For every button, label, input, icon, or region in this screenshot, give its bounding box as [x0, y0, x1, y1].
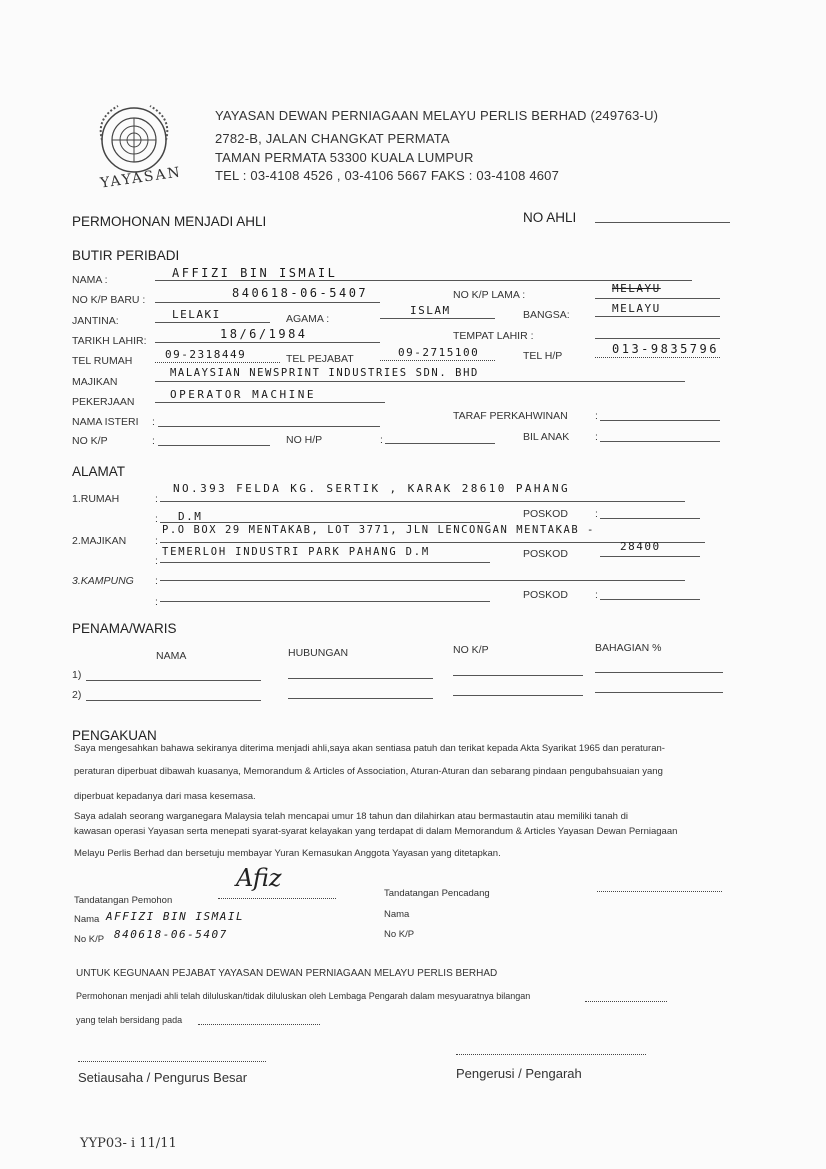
address-heading: ALAMAT [72, 464, 126, 479]
applicant-ic-value[interactable]: 840618-06-5407 [114, 928, 228, 941]
tel-office-line [380, 360, 495, 361]
office-line-2: yang telah bersidang pada [76, 1015, 183, 1025]
chairman-sign-line[interactable] [456, 1054, 646, 1055]
ic-new-line [155, 302, 380, 303]
employer-address-line-2[interactable]: TEMERLOH INDUSTRI PARK PAHANG D.M [162, 546, 431, 558]
wife-hp-label: NO H/P [286, 434, 323, 446]
gender-value[interactable]: LELAKI [172, 308, 221, 321]
employer-line [155, 381, 685, 382]
declaration-line-2: peraturan diperbuat dibawah kuasanya, Memorandum & Articles of Association, Aturan-Aturan dan sebarang pindaan pengubahsuaian yang [74, 766, 663, 777]
wife-hp-colon: : [380, 434, 383, 446]
home-line-2[interactable]: D.M [178, 510, 203, 523]
proposer-sign-label: Tandatangan Pencadang [384, 888, 490, 899]
wife-ic-line[interactable] [158, 445, 270, 446]
proposer-sign-line[interactable] [597, 891, 722, 892]
children-label: BIL ANAK [523, 431, 570, 443]
job-value[interactable]: OPERATOR MACHINE [170, 388, 316, 401]
wife-ic-colon: : [152, 435, 155, 447]
form-code: YYP03- i 11/11 [80, 1136, 177, 1151]
office-heading: UNTUK KEGUNAAN PEJABAT YAYASAN DEWAN PERNIAGAAN MELAYU PERLIS BERHAD [76, 968, 498, 979]
org-name: YAYASAN DEWAN PERNIAGAAN MELAYU PERLIS BERHAD (249763-U) [215, 108, 659, 123]
heirs-col-relation: HUBUNGAN [288, 647, 349, 659]
employer-address-colon-2: : [155, 555, 158, 567]
office-line-1: Permohonan menjadi ahli telah diluluskan/tidak diluluskan oleh Lembaga Pengarah dalam mesyuaratnya bilangan [76, 991, 531, 1001]
pob-line[interactable] [595, 338, 720, 339]
employer-address-label: 2.MAJIKAN [72, 535, 127, 547]
heir-1-share[interactable] [595, 672, 723, 673]
race-line [595, 316, 720, 317]
religion-line [380, 318, 495, 319]
kampung-colon-2: : [155, 596, 158, 608]
declaration-line-4: Saya adalah seorang warganegara Malaysia telah mencapai umur 18 tahun dan dilahirkan atau bermastautin atau memiliki tanah di [74, 811, 628, 822]
home-postcode-label: POSKOD [523, 508, 568, 520]
kampung-label: 3.KAMPUNG [72, 575, 134, 587]
wife-line[interactable] [158, 426, 380, 427]
home-line-2-rule [160, 522, 490, 523]
marital-label: TARAF PERKAHWINAN [453, 410, 568, 422]
dob-label: TARIKH LAHIR: [72, 335, 147, 347]
kampung-line-1[interactable] [160, 580, 685, 581]
job-line [155, 402, 385, 403]
heir-1-ic[interactable] [453, 675, 583, 676]
home-colon: : [155, 493, 158, 505]
dob-line [155, 342, 380, 343]
ic-old-value[interactable]: MELAYU [612, 282, 661, 295]
children-line[interactable] [600, 441, 720, 442]
heir-row-1-num: 1) [72, 669, 82, 681]
race-label: BANGSA: [523, 309, 570, 321]
heir-2-ic[interactable] [453, 695, 583, 696]
ic-new-value[interactable]: 840618-06-5407 [232, 286, 369, 300]
home-line-1[interactable]: NO.393 FELDA KG. SERTIK , KARAK 28610 PAHANG [173, 482, 570, 495]
religion-label: AGAMA : [286, 313, 330, 325]
declaration-line-5: kawasan operasi Yayasan serta menepati syarat-syarat kelayakan yang terdapat di dalam Memorandum & Articles Yayasan Dewan Perniagaan [74, 826, 678, 837]
member-no-label: NO AHLI [523, 210, 577, 225]
meeting-date-field[interactable] [198, 1024, 320, 1025]
heirs-heading: PENAMA/WARIS [72, 621, 177, 636]
tel-home-line [155, 362, 280, 363]
pob-label: TEMPAT LAHIR : [453, 330, 534, 342]
employer-address-rule-2 [160, 562, 490, 563]
gender-label: JANTINA: [72, 315, 119, 327]
heir-2-name[interactable] [86, 700, 261, 701]
applicant-name-value[interactable]: AFFIZI BIN ISMAIL [106, 910, 245, 923]
heir-2-share[interactable] [595, 692, 723, 693]
employer-postcode-label: POSKOD [523, 548, 568, 560]
applicant-sign-line [218, 898, 336, 899]
wife-label: NAMA ISTERI [72, 416, 139, 428]
home-postcode-colon: : [595, 508, 598, 520]
employer-label: MAJIKAN [72, 376, 118, 388]
tel-office-value[interactable]: 09-2715100 [398, 346, 480, 359]
children-colon: : [595, 431, 598, 443]
tel-home-label: TEL RUMAH [72, 355, 133, 367]
home-postcode-line[interactable] [600, 518, 700, 519]
employer-value[interactable]: MALAYSIAN NEWSPRINT INDUSTRIES SDN. BHD [170, 367, 479, 379]
tel-office-label: TEL PEJABAT [286, 353, 354, 365]
proposer-ic-label: No K/P [384, 929, 415, 940]
secretary-label: Setiausaha / Pengurus Besar [78, 1070, 248, 1085]
tel-hp-label: TEL H/P [523, 350, 563, 362]
tel-hp-line [595, 357, 720, 358]
wife-colon: : [152, 416, 155, 428]
heirs-col-share: BAHAGIAN % [595, 642, 662, 654]
personal-heading: BUTIR PERIBADI [72, 248, 180, 263]
ic-new-label: NO K/P BARU : [72, 294, 146, 306]
home-line-1-rule [160, 501, 685, 502]
religion-value[interactable]: ISLAM [410, 304, 451, 317]
name-line [155, 280, 692, 281]
heir-1-name[interactable] [86, 680, 261, 681]
employer-address-line-1[interactable]: P.O BOX 29 MENTAKAB, LOT 3771, JLN LENCONGAN MENTAKAB - [162, 524, 595, 536]
name-value[interactable]: AFFIZI BIN ISMAIL [172, 266, 338, 280]
heir-2-relation[interactable] [288, 698, 433, 699]
heirs-col-ic: NO K/P [453, 644, 489, 656]
kampung-postcode-label: POSKOD [523, 589, 568, 601]
employer-postcode-line [600, 556, 700, 557]
wife-hp-line[interactable] [385, 443, 495, 444]
applicant-ic-label: No K/P [74, 934, 105, 945]
kampung-postcode-colon: : [595, 589, 598, 601]
member-no-field[interactable] [595, 222, 730, 223]
kampung-colon: : [155, 575, 158, 587]
employer-postcode-value[interactable]: 28400 [620, 540, 661, 553]
marital-line[interactable] [600, 420, 720, 421]
org-address-2: TAMAN PERMATA 53300 KUALA LUMPUR [215, 150, 474, 165]
kampung-postcode-line[interactable] [600, 599, 700, 600]
tel-hp-value[interactable]: 013-9835796 [612, 342, 719, 356]
kampung-line-2[interactable] [160, 601, 490, 602]
job-label: PEKERJAAN [72, 396, 135, 408]
ic-old-line [595, 298, 720, 299]
marital-colon: : [595, 410, 598, 422]
declaration-line-3: diperbuat kepadanya dari masa kesemasa. [74, 791, 256, 802]
wife-ic-label: NO K/P [72, 435, 108, 447]
secretary-sign-line[interactable] [78, 1061, 266, 1062]
declaration-line-1: Saya mengesahkan bahawa sekiranya diterima menjadi ahli,saya akan sentiasa patuh dan terikat kepada Akta Syarikat 1965 dan peraturan- [74, 743, 665, 754]
org-address-1: 2782-B, JALAN CHANGKAT PERMATA [215, 131, 450, 146]
applicant-signature[interactable]: Afiz [236, 864, 282, 892]
heir-1-relation[interactable] [288, 678, 433, 679]
meeting-number-field[interactable] [585, 1001, 667, 1002]
applicant-name-label: Nama [74, 914, 100, 925]
org-contact: TEL : 03-4108 4526 , 03-4106 5667 FAKS : 03-4108 4607 [215, 168, 560, 183]
name-label: NAMA : [72, 274, 108, 286]
tel-home-value[interactable]: 09-2318449 [165, 348, 247, 361]
race-value[interactable]: MELAYU [612, 302, 661, 315]
chairman-label: Pengerusi / Pengarah [456, 1066, 582, 1081]
gender-line [155, 322, 270, 323]
form-title: PERMOHONAN MENJADI AHLI [72, 214, 267, 229]
declaration-line-6: Melayu Perlis Berhad dan bersetuju membayar Yuran Kemasukan Anggota Yayasan yang ditetapkan. [74, 848, 501, 859]
heirs-col-name: NAMA [156, 650, 187, 662]
declaration-heading: PENGAKUAN [72, 728, 157, 743]
home-colon-2: : [155, 513, 158, 525]
employer-address-colon: : [155, 535, 158, 547]
applicant-sign-label: Tandatangan Pemohon [74, 895, 173, 906]
home-label: 1.RUMAH [72, 493, 120, 505]
dob-value[interactable]: 18/6/1984 [220, 327, 308, 341]
heir-row-2-num: 2) [72, 689, 82, 701]
proposer-name-label: Nama [384, 909, 410, 920]
ic-old-label: NO K/P LAMA : [453, 289, 526, 301]
logo-text: YAYASAN [99, 164, 183, 192]
